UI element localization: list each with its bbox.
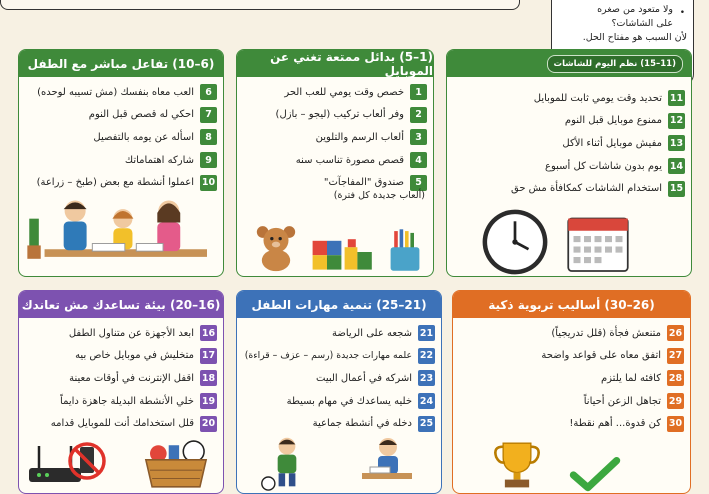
item-number: 4 bbox=[410, 152, 427, 168]
item-text: علمه مهارات جديدة (رسم – عزف – قراءة) bbox=[244, 350, 412, 362]
item-number: 30 bbox=[667, 416, 684, 432]
item-number: 15 bbox=[668, 181, 685, 197]
list-item bbox=[243, 81, 427, 104]
item-number: 29 bbox=[667, 393, 684, 409]
list-item bbox=[243, 390, 435, 413]
item-text: اسأله عن يومه بالتفصيل bbox=[93, 131, 194, 143]
list-item bbox=[25, 149, 217, 172]
card-header: (26–30) أساليب تربوية ذكية bbox=[453, 291, 690, 318]
item-number: 17 bbox=[200, 348, 217, 364]
clock-icon bbox=[479, 206, 551, 277]
item-text: خصص وقت يومي للعب الحر bbox=[284, 86, 404, 98]
item-number: 2 bbox=[410, 107, 427, 123]
item-text: اشركه في أعمال البيت bbox=[316, 372, 412, 384]
card-header bbox=[447, 50, 691, 77]
item-text: اعملوا أنشطة مع بعض (طبخ – زراعة) bbox=[36, 177, 194, 189]
toy-basket-illustration bbox=[139, 439, 213, 491]
list-item bbox=[243, 345, 435, 368]
item-number: 28 bbox=[667, 370, 684, 386]
calendar-icon bbox=[559, 208, 637, 277]
no-phone-icon bbox=[67, 441, 107, 481]
list-item bbox=[25, 390, 217, 413]
item-number: 21 bbox=[418, 325, 435, 341]
list-item bbox=[453, 155, 685, 178]
list-item bbox=[459, 412, 684, 435]
list-item bbox=[459, 390, 684, 413]
note-line-2: على الشاشات؟ bbox=[611, 18, 673, 29]
boy-with-ball-illustration bbox=[259, 433, 315, 493]
item-text: استخدام الشاشات كمكافأة مش حق bbox=[510, 183, 662, 195]
item-text: متنعش فجأة (قلل تدريجياً) bbox=[551, 327, 661, 339]
item-number: 3 bbox=[410, 129, 427, 145]
list-item bbox=[25, 81, 217, 104]
list-item bbox=[453, 132, 685, 155]
puzzle-blocks-icon bbox=[303, 236, 383, 276]
item-text: ألعاب الرسم والتلوين bbox=[315, 131, 404, 143]
list-item bbox=[243, 126, 427, 149]
list-item bbox=[453, 110, 685, 133]
list-item bbox=[25, 412, 217, 435]
item-text: صندوق "المفاجآت" bbox=[323, 177, 404, 189]
top-banner-edge bbox=[0, 0, 520, 10]
card-skills-development bbox=[236, 290, 442, 494]
list-item bbox=[453, 177, 685, 200]
list-item bbox=[459, 367, 684, 390]
boy-drawing-illustration bbox=[355, 433, 417, 493]
list-item bbox=[25, 104, 217, 127]
item-text: اقفل الإنترنت في أوقات معينة bbox=[69, 372, 194, 384]
item-text: العب معاه بنفسك (مش تسيبه لوحده) bbox=[37, 86, 194, 98]
card-direct-interaction bbox=[18, 49, 224, 277]
list-item bbox=[453, 87, 685, 110]
item-text: متخليش في موبايل خاص بيه bbox=[75, 350, 194, 362]
card-header: (21–25) تنمية مهارات الطفل bbox=[237, 291, 441, 318]
item-text: خليه يساعدك في مهام بسيطة bbox=[286, 395, 412, 407]
list-item bbox=[25, 345, 217, 368]
item-number: 8 bbox=[200, 129, 217, 145]
item-number: 18 bbox=[200, 370, 217, 386]
item-number: 25 bbox=[418, 416, 435, 432]
item-number: 20 bbox=[200, 416, 217, 432]
item-number: 7 bbox=[200, 107, 217, 123]
list-item bbox=[25, 367, 217, 390]
list-item bbox=[459, 322, 684, 345]
card-screen-rules bbox=[446, 49, 692, 277]
card-header: (16–20) بيئة تساعدك مش تعاندك bbox=[19, 291, 223, 318]
item-number: 14 bbox=[668, 158, 685, 174]
list-item bbox=[25, 126, 217, 149]
item-number: 19 bbox=[200, 393, 217, 409]
note-line-1: ولا متعود من صغره bbox=[597, 4, 673, 15]
card-header: (1–5) بدائل ممتعة تغني عن الموبايل bbox=[237, 50, 433, 77]
list-item bbox=[243, 104, 427, 127]
item-number: 12 bbox=[668, 113, 685, 129]
item-text: وفر ألعاب تركيب (ليجو – بازل) bbox=[275, 109, 404, 121]
item-number: 5 bbox=[410, 175, 427, 191]
item-text: كافئه لما يلتزم bbox=[600, 372, 661, 384]
crayon-cup-icon bbox=[387, 226, 423, 274]
item-number: 16 bbox=[200, 325, 217, 341]
item-text: شجعه على الرياضة bbox=[331, 327, 412, 339]
item-text: قصص مصورة تناسب سنه bbox=[295, 154, 404, 166]
list-item bbox=[243, 149, 427, 172]
list-item bbox=[25, 322, 217, 345]
item-number: 11 bbox=[668, 90, 685, 106]
item-text: دخله في أنشطة جماعية bbox=[312, 418, 412, 430]
item-number: 23 bbox=[418, 370, 435, 386]
item-text: احكي له قصص قبل النوم bbox=[88, 109, 194, 121]
list-item bbox=[459, 345, 684, 368]
item-text: شاركه اهتماماتك bbox=[124, 154, 194, 166]
item-number: 13 bbox=[668, 135, 685, 151]
item-text: ممنوع موبايل قبل النوم bbox=[564, 115, 662, 127]
card-title-badge: (11–15) نظم اليوم للشاشات bbox=[547, 55, 683, 73]
family-drawing-illustration bbox=[21, 190, 221, 276]
item-number: 9 bbox=[200, 152, 217, 168]
item-number: 26 bbox=[667, 325, 684, 341]
item-text: مفيش موبايل أثناء الأكل bbox=[562, 137, 662, 149]
checkmark-icon bbox=[567, 457, 623, 493]
item-text: تجاهل الزعن أحياناً bbox=[583, 395, 661, 407]
list-item bbox=[243, 322, 435, 345]
card-header: (6–10) تفاعل مباشر مع الطفل bbox=[19, 50, 223, 77]
card-fun-alternatives bbox=[236, 49, 434, 277]
list-item bbox=[243, 367, 435, 390]
item-text: يوم بدون شاشات كل أسبوع bbox=[545, 160, 662, 172]
item-subline: (ألعاب جديدة كل فترة) bbox=[333, 189, 425, 201]
note-line-3: لأن السبب هو مفتاح الحل. bbox=[582, 32, 687, 43]
teddy-bear-icon bbox=[251, 220, 301, 274]
item-number: 6 bbox=[200, 84, 217, 100]
card-supportive-environment bbox=[18, 290, 224, 494]
item-text: خلي الأنشطة البديلة جاهزة دايماً bbox=[60, 395, 194, 407]
bullet-icon: • bbox=[679, 8, 685, 18]
item-number: 22 bbox=[418, 348, 435, 364]
trophy-icon bbox=[491, 435, 543, 493]
item-number: 27 bbox=[667, 348, 684, 364]
item-number: 1 bbox=[410, 84, 427, 100]
item-text: قلل استخدامك أنت للموبايل قدامه bbox=[50, 418, 194, 430]
item-number: 24 bbox=[418, 393, 435, 409]
item-text: تحديد وقت يومي ثابت للموبايل bbox=[533, 92, 662, 104]
item-text: اتفق معاه على قواعد واضحة bbox=[541, 350, 661, 362]
item-text: كن قدوة... أهم نقطة! bbox=[569, 418, 661, 430]
item-number: 10 bbox=[200, 175, 217, 191]
item-text: ابعد الأجهزة عن متناول الطفل bbox=[68, 327, 194, 339]
card-smart-parenting bbox=[452, 290, 691, 494]
list-item bbox=[243, 412, 435, 435]
